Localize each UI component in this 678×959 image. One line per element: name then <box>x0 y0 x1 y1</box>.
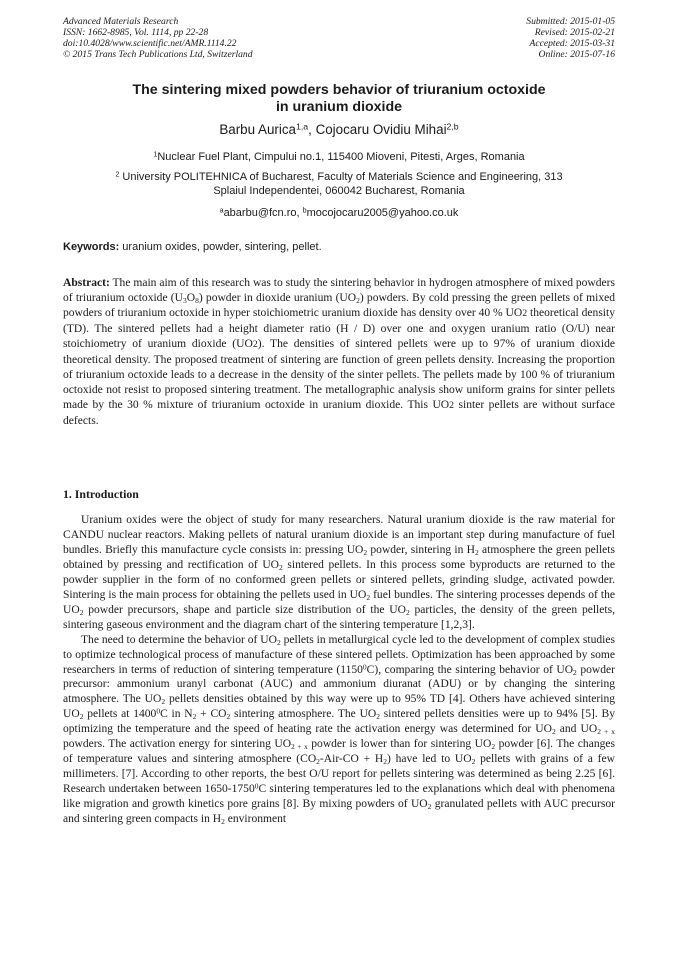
keywords-text: uranium oxides, powder, sintering, pellet. <box>119 241 322 253</box>
subscript: 2 <box>161 697 166 707</box>
paragraph-text: particles, the density of the green pellets, sintering gaseous environment and the diagram chart of the sintering temperature [1,2,3]. <box>63 603 615 631</box>
intro-paragraph-1 <box>63 513 615 633</box>
paragraph-text: powder precursor: ammonium uranyl carbonat (AUC) and ammonium diuranat (ADU) or by changing the sintering atmosphere. The UO <box>63 663 615 706</box>
abstract-text: 2 <box>449 399 455 411</box>
abstract-text: ) powder in dioxide uranium (UO <box>198 291 357 304</box>
abstract-text: By cold pressing the green pellets of mixed powders of triuranium octoxide in hyper stoichiometric uranium dioxide has density over 40 % UO <box>63 291 615 319</box>
title-line-1: The sintering mixed powders behavior of triuranium octoxide <box>132 82 546 98</box>
introduction-body <box>63 513 615 827</box>
date-online: Online: 2015-07-16 <box>538 49 615 60</box>
paragraph-text: powder is lower than for sintering UO <box>307 738 492 751</box>
paragraph-text: powder [6]. The changes of temperature values and sintering atmosphere (CO <box>63 738 615 766</box>
paragraph-text: powder precursors, shape and particle size distribution of the UO <box>83 603 406 616</box>
affiliation-1-text: Nuclear Fuel Plant, Cimpului no.1, 115400 Mioveni, Pitesti, Arges, Romania <box>157 151 525 163</box>
subscript: 2 <box>551 727 556 737</box>
paragraph-text: C in N <box>160 708 193 721</box>
author-2: Cojocaru Ovidiu Mihai <box>315 122 447 137</box>
abstract-text: ). The densities of sintered pellets were up to 97% of uranium dioxide theoretical density. The proposed treatment of sintering are function of green pellets density. Increasing the proportion of triuranium octoxide leads to a decrease in the density of the sinter pellets. The pellets made by 100 % of triuranium octoxide not resist to proposed sintering treatment. The metallographic analysis show uniform grains for sinter pellets made by the 30 % mixture of triuranium octoxide in uranium dioxide. This UO <box>63 337 615 411</box>
subscript: 2 <box>427 801 432 811</box>
author-list <box>63 122 615 138</box>
abstract-text: sinter pellets are without surface defects. <box>63 398 615 427</box>
subscript: 2 <box>316 757 320 767</box>
affiliation-2 <box>63 170 615 198</box>
date-revised: Revised: 2015-02-21 <box>534 27 615 38</box>
abstract-text: The main aim of this research was to study the sintering behavior in hydrogen atmosphere of mixed powders of triuranium octoxide (U <box>63 277 615 304</box>
subscript: 2 <box>226 712 231 722</box>
paragraph-text: ) have led to UO <box>387 753 472 766</box>
journal-header-right <box>526 16 615 60</box>
affiliation-1 <box>63 150 615 164</box>
paragraph-text: fuel bundles. The sintering processes depends of the UO <box>63 588 615 616</box>
subscript: 2 <box>79 607 84 617</box>
journal-name: Advanced Materials Research <box>63 16 179 27</box>
date-submitted: Submitted: 2015-01-05 <box>526 16 615 27</box>
paragraph-text: The need to determine the behavior of UO <box>81 633 277 646</box>
paragraph-text: pellets with grains of a few millimeters. [7]. According to other reports, the best O/U report for pellets sintering was determined as being 2.25 [6]. Research undertaken between 1650-1750 <box>63 753 615 796</box>
subscript: 2 <box>356 295 360 305</box>
email-line <box>63 206 615 220</box>
email-b[interactable]: mocojocaru2005@yahoo.co.uk <box>306 207 459 219</box>
subscript: 2 <box>573 667 577 677</box>
paragraph-text: -Air-CO + H <box>319 753 384 766</box>
subscript: 2 <box>79 712 84 722</box>
paragraph-text: pellets in metallurgical cycle led to the development of complex studies to optimize technological process of manufacture of these sintered pellets. Optimization has been approached by some researchers in terms of reduction of sintering temperature (1150 <box>63 633 615 676</box>
abstract <box>63 276 615 429</box>
subscript: 2 <box>276 637 281 647</box>
affiliation-1-marker: 1 <box>153 150 158 159</box>
paper-title <box>63 82 615 116</box>
subscript: 2 <box>471 757 476 767</box>
abstract-text: 2 <box>252 338 258 350</box>
email-b-marker: b <box>302 206 307 215</box>
intro-paragraph-2 <box>63 633 615 827</box>
affiliation-2-line-2: Splaiul Independentei, 060042 Bucharest, Romania <box>213 185 465 197</box>
subscript: 2 <box>192 712 197 722</box>
author-separator: , <box>308 122 316 137</box>
subscript: 2 <box>491 742 496 752</box>
section-heading-introduction: 1. Introduction <box>63 487 139 501</box>
subscript: 2 <box>363 547 368 557</box>
abstract-text: theoretical density (TD). The sintered pellets had a height diameter ratio (H / D) over one and oxygen uranium ratio (O/U) near stoichiometry of uranium dioxide (UO <box>63 306 615 350</box>
paragraph-text: sintering atmosphere. The UO <box>230 708 377 721</box>
author-1-affil: 1,a <box>296 121 309 132</box>
subscript: 2 <box>376 712 381 722</box>
paragraph-text: atmosphere the green pellets obtained by pressing and rectification of UO <box>63 543 615 571</box>
superscript: 0 <box>254 781 259 791</box>
paragraph-text: sintered pellets. In this process some byproducts are returned to the powder supplier in the form of no conformed green pellets or sintered pellets, grinding sludge, activated powder. Sintering is the main process for obtaining the pellets used in UO <box>63 558 616 601</box>
journal-header-left <box>63 16 253 60</box>
subscript: 8 <box>195 295 199 305</box>
author-1: Barbu Aurica <box>219 122 296 137</box>
paragraph-text: pellets at 1400 <box>83 708 157 721</box>
paragraph-text: sintered pellets densities were up to 94% [5]. By optimizing the temperature and the speed of heating rate the activation energy was determined for UO <box>63 708 615 736</box>
author-2-affil: 2,b <box>446 121 459 132</box>
journal-doi: doi:10.4028/www.scientific.net/AMR.1114.22 <box>63 38 237 49</box>
date-accepted: Accepted: 2015-03-31 <box>529 38 615 49</box>
abstract-text: O <box>186 291 196 304</box>
affiliation-2-line-1: University POLITEHNICA of Bucharest, Faculty of Materials Science and Engineering, 313 <box>119 171 563 183</box>
subscript: 3 <box>183 295 187 305</box>
paragraph-text: granulated pellets with AUC precursor and sintering green compacts in H <box>63 798 615 826</box>
email-a[interactable]: abarbu@fcn.ro, <box>223 207 303 219</box>
keywords-label: Keywords: <box>63 241 120 253</box>
paragraph-text: Uranium oxides were the object of study for many researchers. Natural uranium dioxide is the raw material for CANDU nuclear reactors. Making pellets of natural uranium dioxide is an important step during manufacture of fuel bundles. Briefly this manufacture cycle consists in: pressing UO <box>63 514 615 556</box>
title-line-2: in uranium dioxide <box>275 99 403 115</box>
superscript: 0 <box>362 661 367 671</box>
email-a-marker: a <box>219 206 224 215</box>
paragraph-text: C), comparing the sintering behavior of UO <box>366 663 574 676</box>
journal-copyright: © 2015 Trans Tech Publications Ltd, Switzerland <box>63 49 253 60</box>
paragraph-text: powder, sintering in H <box>367 543 476 556</box>
journal-issn: ISSN: 1662-8985, Vol. 1114, pp 22-28 <box>63 27 209 38</box>
paragraph-text: C sintering temperatures led to the explanations which deal with phenomena like migration and growth kinetics pore grains [8]. By mixing powders of UO <box>63 783 615 811</box>
abstract-text: ) powders. <box>359 291 409 304</box>
paragraph-text: and UO <box>555 723 598 736</box>
abstract-text: 2 <box>522 307 528 319</box>
subscript: 2 + x <box>597 727 616 737</box>
paragraph-text: powders. The activation energy for sintering UO <box>63 738 292 751</box>
subscript: 2 <box>279 562 283 572</box>
abstract-label: Abstract: <box>63 277 110 289</box>
subscript: 2 <box>405 607 410 617</box>
affiliation-2-marker: 2 <box>115 170 120 179</box>
subscript: 2 <box>383 757 387 767</box>
subscript: 2 + x <box>291 742 308 752</box>
paragraph-text: environment <box>224 813 287 826</box>
subscript: 2 <box>475 547 479 557</box>
keywords <box>63 240 615 254</box>
superscript: 0 <box>156 706 161 716</box>
paragraph-text: + CO <box>196 708 227 721</box>
subscript: 2 <box>221 816 225 826</box>
paragraph-text: pellets densities obtained by this way were up to 95% TD [4]. Others have achieved sintering UO <box>63 693 615 721</box>
subscript: 2 <box>366 592 371 602</box>
